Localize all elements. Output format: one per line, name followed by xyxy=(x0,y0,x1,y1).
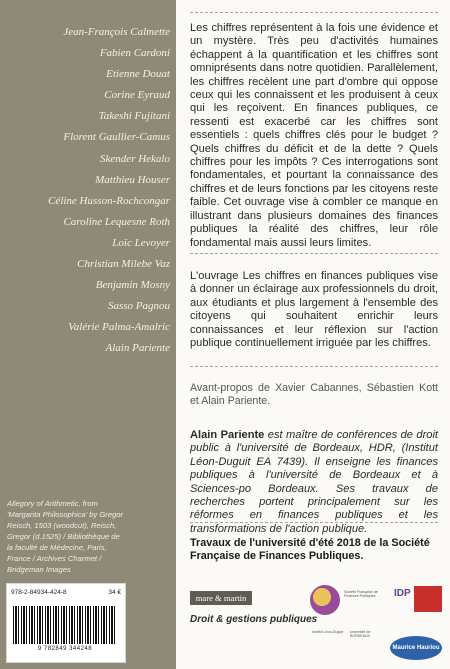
left-panel xyxy=(0,0,176,669)
author-name: Sasso Pagnou xyxy=(107,300,170,313)
author-name: Corine Eyraud xyxy=(104,89,170,102)
divider xyxy=(190,253,438,254)
publisher-logo: mare & martin xyxy=(190,591,252,605)
author-name: Alain Pariente xyxy=(105,342,170,355)
idp-logo: IDP xyxy=(394,588,411,599)
series-name: Droit & gestions publiques xyxy=(190,614,318,625)
red-logo-icon xyxy=(414,586,442,612)
author-name: Skender Hekalo xyxy=(100,152,170,165)
author-name: Takeshi Fujitani xyxy=(98,110,170,123)
isbn-row xyxy=(11,589,121,596)
partner-logos xyxy=(310,580,442,664)
barcode-number: 9 782849 344248 xyxy=(37,646,93,652)
conference-note: Travaux de l'université d'été 2018 de la Société Française de Finances Publiques. xyxy=(190,537,430,563)
hauriou-logo: Maurice Hauriou xyxy=(390,636,442,660)
publisher-block xyxy=(190,591,318,629)
bio-name: Alain Pariente xyxy=(190,429,265,441)
sffp-logo-text: Société Française de Finances Publiques xyxy=(344,590,378,599)
author-name: Florent Gaullier-Camus xyxy=(63,131,170,144)
author-name: Caroline Lequesne Roth xyxy=(63,215,170,228)
blurb-paragraph-2: L'ouvrage Les chiffres en finances publiques vise à donner un éclairage aux professionnels du droit, aux étudiants et plus largement à l'ensemble des citoyens qui souhaitent enrichir leurs connaissances et leur réflexion sur l'action publique continuellement irriguée par les chiffres. xyxy=(190,270,438,350)
author-list xyxy=(0,22,170,360)
author-name: Fabien Cardoni xyxy=(99,47,170,60)
author-name: Céline Husson-Rochcongar xyxy=(48,194,170,207)
leon-duguit-logo-text: Institut Léon-Duguit xyxy=(312,630,344,634)
author-bio xyxy=(190,429,438,536)
isbn: 978-2-84934-424-8 xyxy=(11,589,67,596)
divider xyxy=(190,12,438,13)
author-name: Jean-François Calmette xyxy=(63,26,170,38)
author-name: Christian Milebe Vaz xyxy=(77,258,170,271)
barcode-icon xyxy=(13,606,117,644)
author-name: Valérie Palma-Amalric xyxy=(68,321,170,334)
foreword-credit: Avant-propos de Xavier Cabannes, Sébastien Kott et Alain Pariente. xyxy=(190,382,438,408)
author-name: Matthieu Houser xyxy=(95,173,170,186)
barcode-box xyxy=(6,583,126,663)
divider xyxy=(190,522,438,523)
author-name: Etienne Douat xyxy=(106,68,170,81)
bio-text: est maître de conférences de droit public à l'université de Bordeaux, HDR, (Institut Léon-Duguit EA 7439). Il enseigne les finances publiques à l'université de Bordeaux et à Sciences-po Bordeaux. Ses travaux de recherches portent principalement sur les réformes en finances publiques et les transformations de l'action publique. xyxy=(190,429,438,535)
author-name: Loïc Levoyer xyxy=(112,236,170,249)
image-credit-caption: Allegory of Arithmetic, from 'Margarita Philosophica' by Gregor Reisch, 1503 (woodcut), Reisch, Gregor (d.1525) / Bibliothèque de la faculté de Médecine, Paris, France / Archives Charmet / Bridgeman Images xyxy=(7,499,124,574)
divider xyxy=(190,366,438,367)
bordeaux-logo-text: université de BORDEAUX xyxy=(350,630,371,639)
price: 34 € xyxy=(108,589,121,596)
sffp-logo-icon xyxy=(310,585,340,615)
author-name: Benjamin Mosny xyxy=(95,279,170,292)
blurb-paragraph-1: Les chiffres représentent à la fois une évidence et un mystère. Très peu d'activités humaines échappent à la quantification et les chiffres sont omniprésents dans notre quotidien. Parallèlement, les chiffres recèlent une part d'ombre qui oppose ceux qui les connaissent et les produisent à ceux qui les reçoivent. En finances publiques, ce ressenti est exacerbé car les chiffres sont essentiels : quels chiffres clés pour le budget ? Quels chiffres du déficit et de la dette ? Quels chiffres pour les impôts ? Ces interrogations sont fondamentales, et pourtant la connaissance des chiffres et de leurs fonctions par les citoyens reste faible. Cet ouvrage vise à combler ce manque en illustrant dans plusieurs domaines des finances publiques la réalité des chiffres, leur rôle fondamental mais aussi leurs limites. xyxy=(190,22,438,249)
